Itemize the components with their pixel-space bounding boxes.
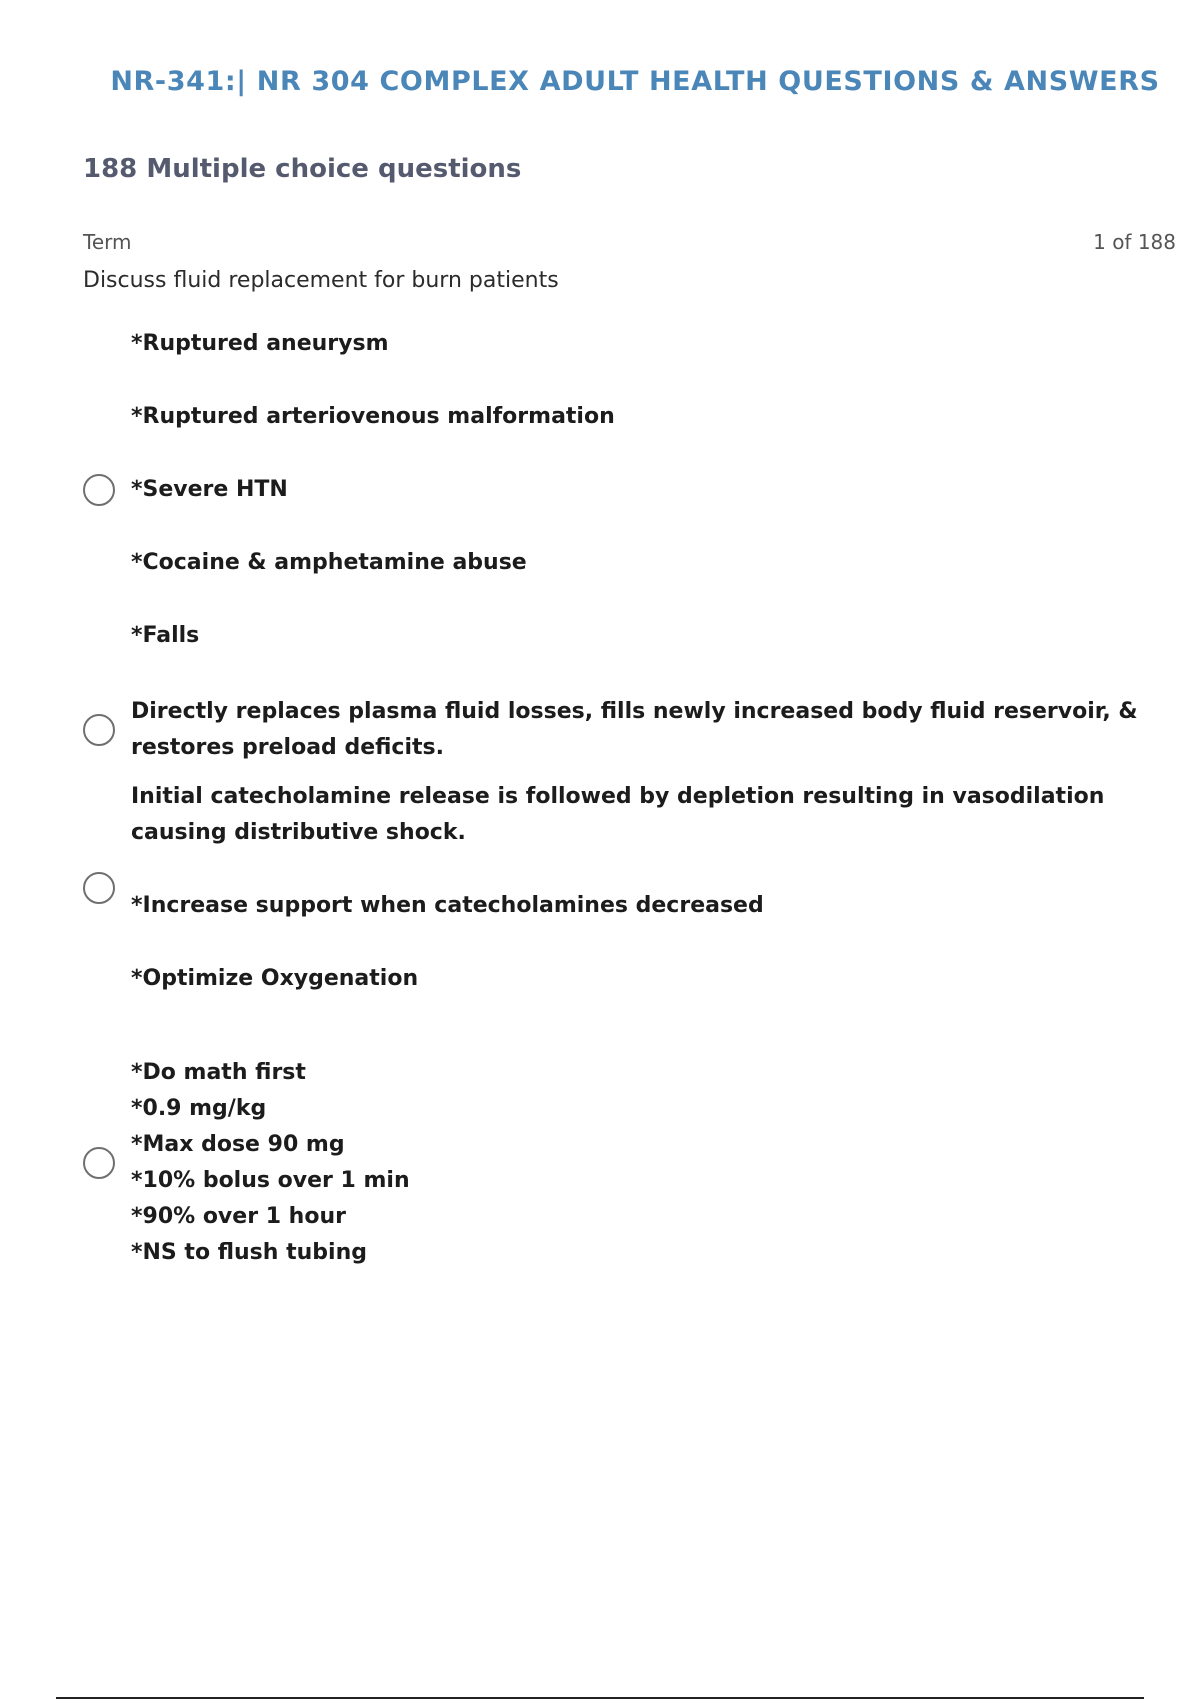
option-line: Directly replaces plasma fluid losses, fills newly increased body fluid reservoir, & restores preload deficits. xyxy=(131,699,1138,760)
option-line: *NS to flush tubing xyxy=(131,1240,367,1265)
radio-button-icon[interactable] xyxy=(83,474,115,506)
answer-option-1[interactable] xyxy=(83,326,1163,654)
section-heading: 188 Multiple choice questions xyxy=(83,154,522,184)
option-line: *Ruptured arteriovenous malformation xyxy=(131,404,615,429)
option-line: *90% over 1 hour xyxy=(131,1204,346,1229)
option-line: *Increase support when catecholamines decreased xyxy=(131,893,764,918)
option-line: *Falls xyxy=(131,623,200,648)
radio-button-icon[interactable] xyxy=(83,872,115,904)
option-line: *Do math first xyxy=(131,1060,306,1085)
answer-option-3[interactable] xyxy=(83,779,1163,997)
option-line: *Max dose 90 mg xyxy=(131,1132,345,1157)
question-counter: 1 of 188 xyxy=(1093,230,1176,254)
term-label: Term xyxy=(83,230,132,254)
option-line: Initial catecholamine release is followed by depletion resulting in vasodilation causing distributive shock. xyxy=(131,784,1105,845)
answer-option-4[interactable] xyxy=(83,1055,1163,1271)
page-divider xyxy=(56,1697,1144,1699)
radio-button-icon[interactable] xyxy=(83,714,115,746)
question-prompt: Discuss fluid replacement for burn patients xyxy=(83,268,559,293)
option-line: *Optimize Oxygenation xyxy=(131,966,419,991)
answer-option-2[interactable] xyxy=(83,694,1163,766)
option-line: *0.9 mg/kg xyxy=(131,1096,267,1121)
document-title: NR-341:| NR 304 COMPLEX ADULT HEALTH QUESTIONS & ANSWERS xyxy=(110,66,1160,97)
radio-button-icon[interactable] xyxy=(83,1147,115,1179)
option-line: *Severe HTN xyxy=(131,477,288,502)
option-line: *Cocaine & amphetamine abuse xyxy=(131,550,527,575)
option-line: *10% bolus over 1 min xyxy=(131,1168,410,1193)
option-line: *Ruptured aneurysm xyxy=(131,331,389,356)
